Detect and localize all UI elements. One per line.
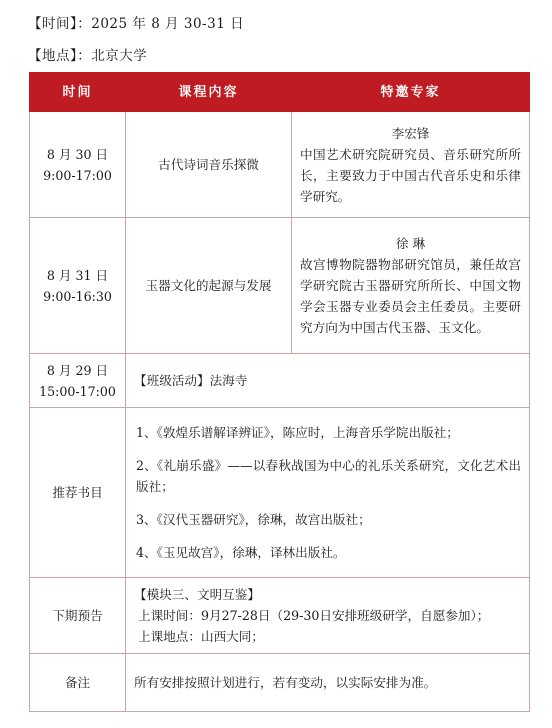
session-row-2 bbox=[30, 218, 530, 354]
event-place bbox=[28, 44, 147, 64]
event-time bbox=[28, 12, 244, 32]
session-2-course: 玉器文化的起源与发展 bbox=[126, 218, 292, 354]
session-1-course: 古代诗词音乐探微 bbox=[126, 112, 292, 218]
note-label: 备注 bbox=[30, 654, 126, 712]
note-row bbox=[30, 654, 530, 712]
session-1-expert-bio: 中国艺术研究院研究员、音乐研究所所长，主要致力于中国古代音乐史和乐律学研究。 bbox=[300, 146, 521, 204]
schedule-table bbox=[29, 72, 530, 712]
activity-hours: 15:00-17:00 bbox=[39, 383, 116, 399]
books-list bbox=[126, 408, 530, 578]
session-1-hours: 9:00-17:00 bbox=[43, 167, 112, 183]
session-2-time bbox=[30, 218, 126, 354]
session-1-time bbox=[30, 112, 126, 218]
session-2-date: 8 月 31 日 bbox=[46, 267, 109, 283]
place-value: 北京大学 bbox=[91, 48, 148, 64]
note-text: 所有安排按照计划进行，若有变动，以实际安排为准。 bbox=[126, 654, 530, 712]
session-2-hours: 9:00-16:30 bbox=[43, 288, 112, 304]
header-time: 时间 bbox=[30, 73, 126, 112]
time-label: 【时间】： bbox=[28, 16, 92, 32]
books-row bbox=[30, 408, 530, 578]
book-item: 4、《玉见故宫》，徐琳，译林出版社。 bbox=[136, 545, 346, 560]
session-1-date: 8 月 30 日 bbox=[46, 146, 109, 162]
activity-time bbox=[30, 354, 126, 408]
session-1-expert bbox=[292, 112, 530, 218]
session-1-expert-name: 李宏锋 bbox=[391, 125, 430, 141]
preview-title: 【模块三、文明互鉴】 bbox=[134, 587, 260, 602]
book-item: 1、《敦煌乐谱解译辨证》，陈应时，上海音乐学院出版社； bbox=[136, 425, 459, 440]
header-expert: 特邀专家 bbox=[292, 73, 530, 112]
book-item: 3、《汉代玉器研究》，徐琳，故宫出版社； bbox=[136, 512, 371, 527]
session-2-expert-bio: 故宫博物院器物部研究馆员，兼任故宫学研究院古玉器研究所所长、中国文物学会玉器专业委员会主任委员。主要研究方向为中国古代玉器、玉文化。 bbox=[300, 257, 521, 335]
preview-place: 上课地点：山西大同； bbox=[138, 629, 264, 644]
table-header-row bbox=[30, 73, 530, 112]
activity-text: 【班级活动】法海寺 bbox=[126, 354, 530, 408]
activity-row bbox=[30, 354, 530, 408]
preview-time: 上课时间：9月27-28日（29-30日安排班级研学，自愿参加）； bbox=[138, 608, 490, 623]
books-label: 推荐书目 bbox=[30, 408, 126, 578]
session-2-expert bbox=[292, 218, 530, 354]
session-2-expert-name: 徐 琳 bbox=[395, 236, 426, 251]
time-value: 2025 年 8 月 30-31 日 bbox=[91, 16, 245, 32]
preview-label: 下期预告 bbox=[30, 578, 126, 654]
book-item: 2、《礼崩乐盛》——以春秋战国为中心的礼乐关系研究，文化艺术出版社； bbox=[136, 458, 521, 494]
place-label: 【地点】： bbox=[28, 48, 92, 64]
session-row-1 bbox=[30, 112, 530, 218]
preview-row bbox=[30, 578, 530, 654]
activity-date: 8 月 29 日 bbox=[46, 362, 109, 378]
header-course: 课程内容 bbox=[126, 73, 292, 112]
preview-content bbox=[126, 578, 530, 654]
